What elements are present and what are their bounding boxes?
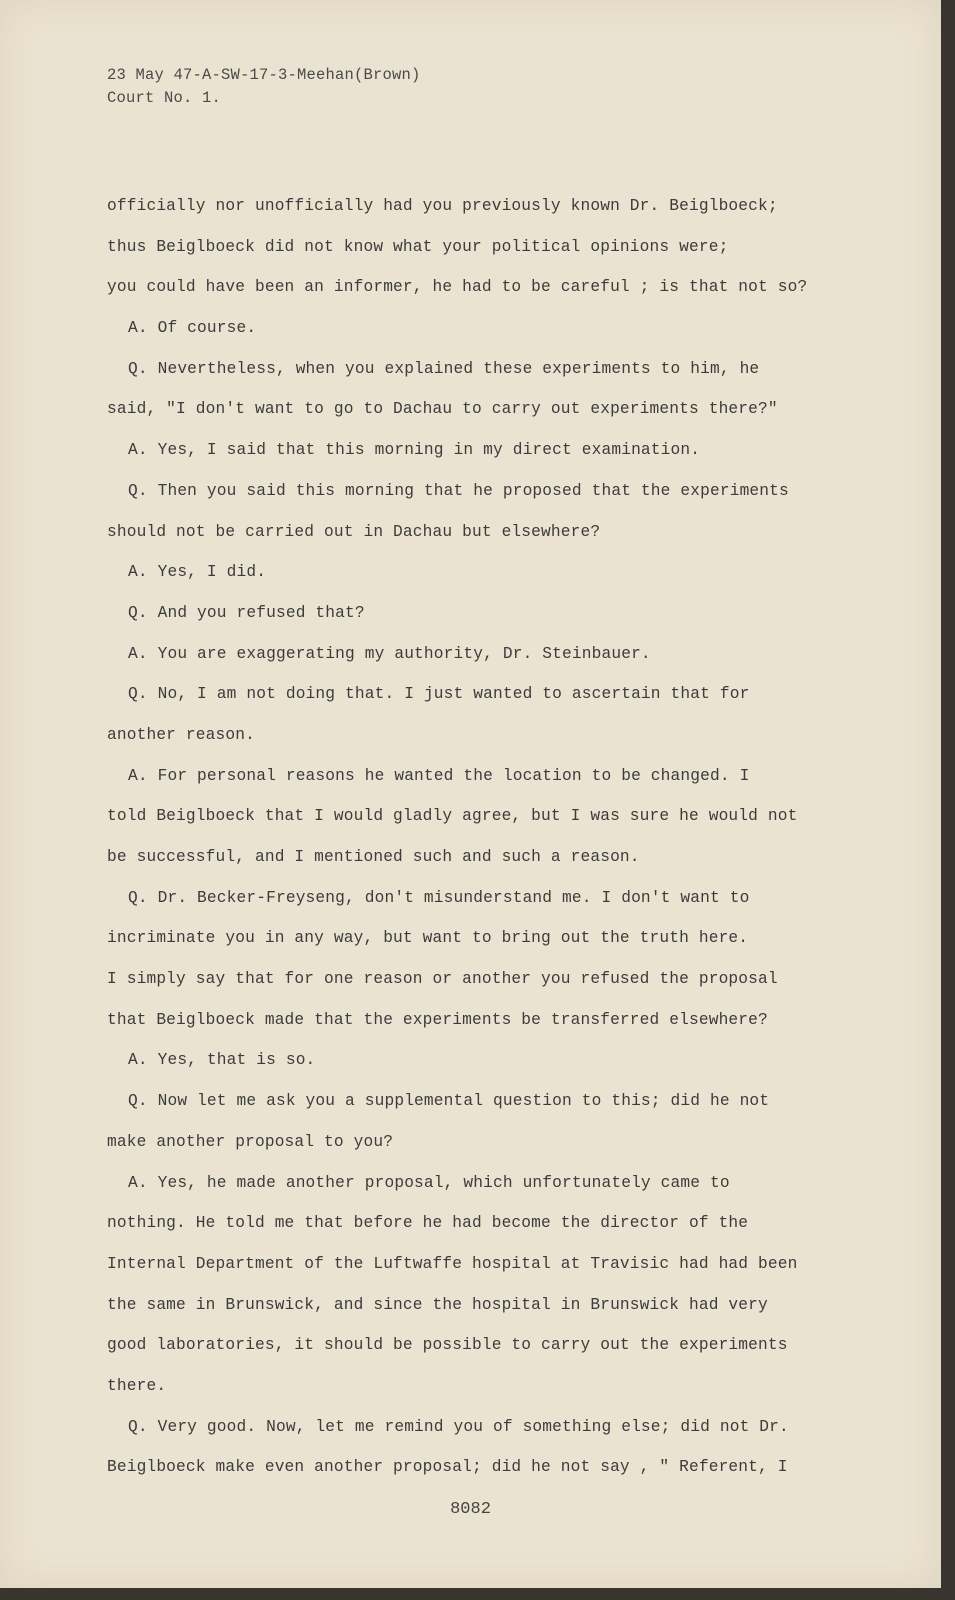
- header-line-2: Court No. 1.: [107, 89, 222, 107]
- transcript-line: told Beiglboeck that I would gladly agree, but I was sure he would not: [107, 807, 798, 826]
- header-line-1: 23 May 47-A-SW-17-3-Meehan(Brown): [107, 66, 421, 84]
- transcript-body: [107, 186, 847, 1488]
- transcript-line: said, "I don't want to go to Dachau to carry out experiments there?": [107, 400, 778, 419]
- transcript-line: Q. And you refused that?: [128, 603, 365, 622]
- transcript-line: that Beiglboeck made that the experiments be transferred elsewhere?: [107, 1010, 768, 1029]
- transcript-line: A. Yes, I did.: [128, 563, 267, 582]
- transcript-line: good laboratories, it should be possible to carry out the experiments: [107, 1336, 788, 1355]
- transcript-line: A. Yes, I said that this morning in my direct examination.: [128, 441, 701, 460]
- transcript-line: the same in Brunswick, and since the hospital in Brunswick had very: [107, 1295, 768, 1314]
- transcript-line: you could have been an informer, he had to be careful ; is that not so?: [107, 278, 808, 297]
- transcript-line: A. You are exaggerating my authority, Dr. Steinbauer.: [128, 644, 651, 663]
- transcript-line: A. Yes, he made another proposal, which unfortunately came to: [128, 1173, 730, 1192]
- transcript-line: I simply say that for one reason or another you refused the proposal: [107, 970, 778, 989]
- transcript-line: thus Beiglboeck did not know what your political opinions were;: [107, 237, 729, 256]
- transcript-line: Q. Nevertheless, when you explained these experiments to him, he: [128, 359, 760, 378]
- document-header: [107, 64, 421, 110]
- transcript-line: Q. Then you said this morning that he proposed that the experiments: [128, 481, 789, 500]
- scan-edge-right: [941, 0, 955, 1600]
- page-number: 8082: [450, 1500, 491, 1519]
- transcript-line: A. Yes, that is so.: [128, 1051, 316, 1070]
- transcript-line: incriminate you in any way, but want to bring out the truth here.: [107, 929, 749, 948]
- transcript-line: another reason.: [107, 725, 255, 744]
- transcript-line: nothing. He told me that before he had become the director of the: [107, 1214, 749, 1233]
- transcript-line: Q. Very good. Now, let me remind you of something else; did not Dr.: [128, 1417, 789, 1436]
- transcript-line: Q. No, I am not doing that. I just wanted to ascertain that for: [128, 685, 750, 704]
- transcript-line: should not be carried out in Dachau but elsewhere?: [107, 522, 601, 541]
- transcript-line: Q. Now let me ask you a supplemental question to this; did he not: [128, 1092, 770, 1111]
- transcript-line: be successful, and I mentioned such and such a reason.: [107, 848, 640, 866]
- transcript-line: Internal Department of the Luftwaffe hospital at Travisic had had been: [107, 1254, 798, 1273]
- scan-edge-bottom: [0, 1588, 955, 1600]
- transcript-line: Beiglboeck make even another proposal; did he not say , " Referent, I: [107, 1458, 788, 1477]
- transcript-line: there.: [107, 1376, 167, 1395]
- transcript-line: make another proposal to you?: [107, 1132, 394, 1151]
- transcript-line: officially nor unofficially had you previously known Dr. Beiglboeck;: [107, 197, 778, 215]
- transcript-line: Q. Dr. Becker-Freyseng, don't misunderstand me. I don't want to: [128, 888, 750, 907]
- transcript-line: A. Of course.: [128, 319, 257, 338]
- transcript-line: A. For personal reasons he wanted the location to be changed. I: [128, 766, 750, 785]
